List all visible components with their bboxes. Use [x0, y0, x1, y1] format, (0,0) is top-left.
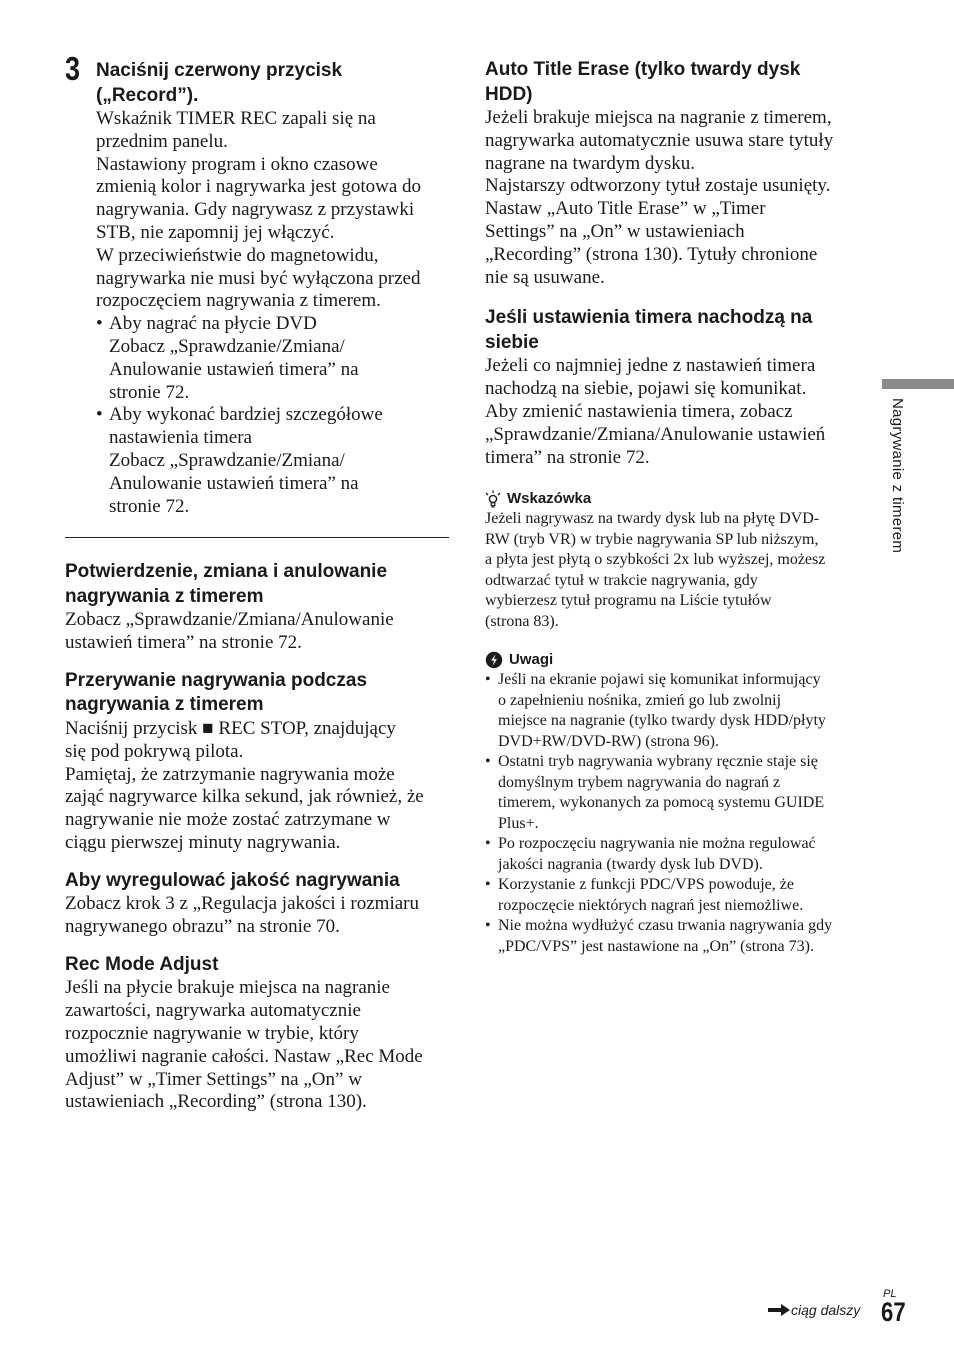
text-line: Anulowanie ustawień timera” na [109, 472, 359, 494]
text-line: Jeżeli nagrywasz na twardy dysk lub na płytę DVD- [485, 510, 820, 528]
tip-body [485, 509, 870, 632]
note-icon [485, 651, 503, 669]
text-line: domyślnym trybem nagrywania do nagrań z [498, 773, 781, 791]
step-title-line: Naciśnij czerwony przycisk [96, 60, 343, 81]
text-line: Najstarszy odtworzony tytuł zostaje usunięty. [485, 175, 831, 197]
text-line: W przeciwieństwie do magnetowidu, [96, 244, 379, 266]
text-line: Settings” na „On” w ustawieniach [485, 220, 745, 242]
text-line: nagrywarka automatycznie usuwa stare tytuły [485, 129, 834, 151]
text-line: rozpoczęciem nagrywania z timerem. [96, 290, 381, 312]
text-line: o zapełnieniu nośnika, zmień go lub zwolnij [498, 691, 782, 709]
text-line: stronie 72. [109, 381, 190, 403]
left-column [65, 50, 449, 1114]
continued-text: ciąg dalszy [791, 1302, 861, 1318]
text-line: ustawieniach „Recording” (strona 130). [65, 1091, 367, 1113]
note-item [485, 834, 870, 875]
text-line: Naciśnij przycisk ■ REC STOP, znajdujący [65, 717, 396, 739]
text-line: ciągu pierwszej minuty nagrywania. [65, 831, 341, 853]
right-column [485, 58, 870, 957]
arrow-right-icon [768, 1304, 790, 1316]
text-line: Wskaźnik TIMER REC zapali się na [96, 108, 376, 129]
text-line: Jeśli na ekranie pojawi się komunikat informujący [498, 671, 821, 689]
bullet-item [96, 313, 449, 404]
bullet-icon: • [485, 671, 491, 689]
step-3 [65, 50, 449, 518]
text-line: zająć nagrywarce kilka sekund, jak również, że [65, 786, 424, 808]
text-line: umożliwi nagranie całości. Nastaw „Rec Mode [65, 1045, 423, 1067]
text-line: Aby zmienić nastawienia timera, zobacz [485, 400, 793, 422]
notes-box [485, 650, 870, 957]
section-body [485, 355, 870, 469]
section-body [65, 977, 449, 1114]
text-line: rozpoczęcie niektórych nagrań jest niemożliwe. [498, 896, 804, 914]
heading-line: nagrywania z timerem [65, 694, 264, 716]
heading-line: nagrywania z timerem [65, 585, 264, 607]
lightbulb-icon [485, 490, 501, 508]
section-tab-marker [882, 379, 954, 389]
text-line: Adjust” w „Timer Settings” na „On” w [65, 1068, 362, 1090]
text-line: się pod pokrywą pilota. [65, 740, 244, 762]
section-timer-overlap [485, 306, 870, 469]
heading-line: Rec Mode Adjust [65, 953, 219, 975]
notes-heading [485, 650, 870, 670]
text-line: Aby nagrać na płycie DVD [109, 313, 317, 335]
text-line: rozpocznie nagrywanie w trybie, który [65, 1022, 359, 1044]
section-heading [65, 669, 449, 718]
section-body [65, 609, 449, 655]
tip-heading [485, 489, 870, 509]
text-line: Pamiętaj, że zatrzymanie nagrywania może [65, 763, 395, 785]
section-adjust-quality [65, 869, 449, 939]
heading-line: Potwierdzenie, zmiana i anulowanie [65, 561, 388, 583]
bullet-icon: • [485, 835, 491, 853]
text-line: Nastawiony program i okno czasowe [96, 153, 378, 175]
text-line: nachodzą na siebie, pojawi się komunikat. [485, 378, 807, 400]
tip-title: Wskazówka [507, 490, 592, 508]
text-line: nagrywanie nie może zostać zatrzymane w [65, 809, 391, 831]
text-line: (strona 83). [485, 612, 559, 630]
section-divider [65, 537, 449, 538]
side-section-label [884, 398, 908, 598]
text-line: Zobacz „Sprawdzanie/Zmiana/ [109, 335, 345, 357]
text-line: Jeżeli brakuje miejsca na nagranie z timerem, [485, 107, 832, 128]
text-line: Anulowanie ustawień timera” na [109, 358, 359, 380]
text-line: nastawienia timera [109, 427, 252, 449]
section-heading [485, 58, 870, 107]
step-title-line: („Record”). [96, 85, 199, 106]
text-line: Korzystanie z funkcji PDC/VPS powoduje, że [498, 876, 794, 894]
note-item [485, 916, 870, 957]
section-heading [65, 953, 449, 978]
bullet-icon: • [96, 313, 103, 335]
text-line: Zobacz „Sprawdzanie/Zmiana/ [109, 449, 345, 471]
note-item [485, 875, 870, 916]
text-line: Zobacz krok 3 z „Regulacja jakości i rozmiaru [65, 893, 419, 915]
note-item [485, 752, 870, 834]
text-line: „Sprawdzanie/Zmiana/Anulowanie ustawień [485, 423, 826, 445]
text-line: wybierzesz tytuł programu na Liście tytułów [485, 592, 772, 610]
section-auto-title-erase [485, 58, 870, 289]
text-line: Po rozpoczęciu nagrywania nie można regulować [498, 835, 816, 853]
text-line: timera” na stronie 72. [485, 446, 650, 468]
bullet-icon: • [485, 917, 491, 935]
text-line: Jeżeli co najmniej jedne z nastawień timera [485, 355, 816, 377]
text-line: Ostatni tryb nagrywania wybrany ręcznie staje się [498, 753, 818, 771]
heading-line: siebie [485, 331, 539, 353]
text-line: „Recording” (strona 130). Tytuły chronione [485, 243, 818, 265]
text-line: nie są usuwane. [485, 266, 605, 288]
side-label-text: Nagrywanie z timerem [889, 398, 906, 554]
text-line: nagrywarka nie musi być wyłączona przed [96, 267, 421, 289]
text-line: nagrywanego obrazu” na stronie 70. [65, 916, 340, 938]
text-line: DVD+RW/DVD-RW) (strona 96). [498, 732, 719, 750]
text-line: jakości nagrania (twardy dysk lub DVD). [498, 855, 763, 873]
language-code: PL [883, 1288, 897, 1300]
bullet-icon: • [96, 404, 103, 426]
heading-line: Auto Title Erase (tylko twardy dysk [485, 59, 801, 80]
step-number: 3 [65, 50, 81, 87]
text-line: miejsce na nagranie (tylko twardy dysk HDD/płyty [498, 712, 826, 730]
text-line: przednim panelu. [96, 130, 228, 152]
section-body [65, 893, 449, 939]
text-line: ustawień timera” na stronie 72. [65, 632, 302, 654]
text-line: „PDC/VPS” jest nastawione na „On” (strona 73). [498, 937, 814, 955]
section-heading [65, 869, 449, 894]
text-line: Aby wykonać bardziej szczegółowe [109, 404, 383, 426]
text-line: nagrane na twardym dysku. [485, 152, 695, 174]
text-line: Nastaw „Auto Title Erase” w „Timer [485, 198, 766, 220]
text-line: zawartości, nagrywarka automatycznie [65, 1000, 361, 1022]
section-body [485, 107, 870, 289]
heading-line: Aby wyregulować jakość nagrywania [65, 869, 400, 891]
tip-box [485, 489, 870, 632]
section-body [65, 718, 449, 855]
text-line: Zobacz „Sprawdzanie/Zmiana/Anulowanie [65, 609, 394, 631]
text-line: nagrywania. Gdy nagrywasz z przystawki [96, 199, 415, 221]
heading-line: HDD) [485, 83, 533, 105]
text-line: a płyta jest płytą o szybkości 2x lub wyższej, możesz [485, 551, 826, 569]
text-line: RW (tryb VR) w trybie nagrywania SP lub niższym, [485, 530, 819, 548]
text-line: Nie można wydłużyć czasu trwania nagrywania gdy [498, 917, 833, 935]
text-line: Jeśli na płycie brakuje miejsca na nagranie [65, 977, 390, 999]
step-title [96, 58, 449, 108]
notes-title: Uwagi [509, 651, 554, 669]
text-line: Plus+. [498, 814, 539, 832]
section-heading [485, 306, 870, 355]
section-confirm-change-cancel [65, 560, 449, 655]
section-rec-mode-adjust [65, 953, 449, 1114]
page-number: 67 [881, 1297, 906, 1327]
heading-line: Przerywanie nagrywania podczas [65, 669, 368, 691]
text-line: timerem, wykonanych za pomocą systemu GUIDE [498, 794, 825, 812]
text-line: zmienią kolor i nagrywarka jest gotowa do [96, 176, 422, 198]
step-body [96, 108, 449, 313]
section-heading [65, 560, 449, 609]
continued-indicator [768, 1302, 860, 1318]
text-line: stronie 72. [109, 495, 190, 517]
text-line: STB, nie zapomnij jej włączyć. [96, 221, 335, 243]
heading-line: Jeśli ustawienia timera nachodzą na [485, 307, 813, 329]
section-stop-recording [65, 669, 449, 855]
bullet-icon: • [485, 753, 491, 771]
text-line: odtwarzać tytuł w trakcie nagrywania, gdy [485, 571, 758, 589]
bullet-icon: • [485, 876, 491, 894]
note-item [485, 670, 870, 752]
bullet-item [96, 404, 449, 518]
